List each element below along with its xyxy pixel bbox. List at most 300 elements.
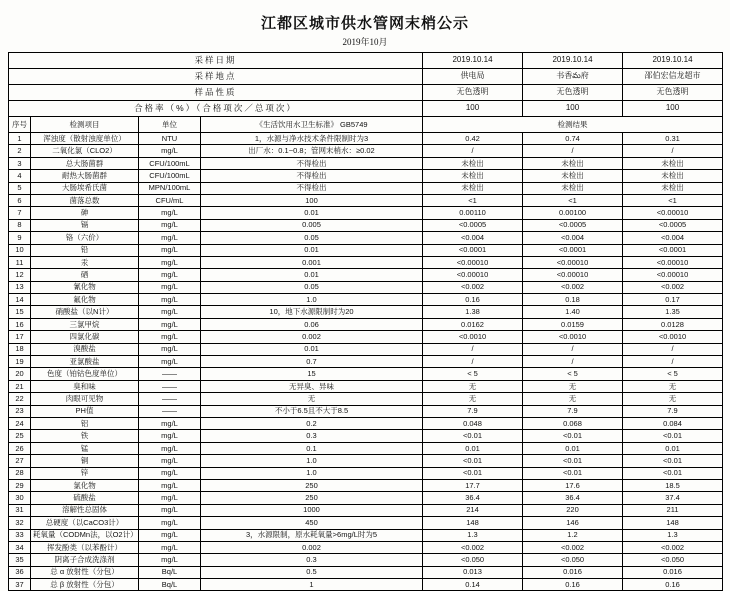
cell-result-3: 无 xyxy=(623,393,723,405)
cell-no: 34 xyxy=(9,541,31,553)
row-label: 样品性质 xyxy=(9,85,423,101)
cell-result-3: <0.00010 xyxy=(623,207,723,219)
cell-item: 四氯化碳 xyxy=(31,331,139,343)
cell-value: 供电局 xyxy=(423,69,523,85)
cell-result-3: 未检出 xyxy=(623,182,723,194)
cell-item: PH值 xyxy=(31,405,139,417)
cell-result-3: <0.00010 xyxy=(623,269,723,281)
cell-item: 总 β 放射性（分包） xyxy=(31,579,139,591)
cell-result-2: 0.068 xyxy=(523,417,623,429)
cell-unit: mg/L xyxy=(139,244,201,256)
cell-standard: 0.01 xyxy=(201,244,423,256)
cell-no: 25 xyxy=(9,430,31,442)
cell-result-2: 36.4 xyxy=(523,492,623,504)
cell-no: 11 xyxy=(9,256,31,268)
cell-result-2: <1 xyxy=(523,194,623,206)
table-row xyxy=(9,492,723,504)
cell-result-1: <0.00010 xyxy=(423,256,523,268)
cell-result-3: <0.01 xyxy=(623,467,723,479)
cell-standard: 0.2 xyxy=(201,417,423,429)
cell-value: 100 xyxy=(623,101,723,117)
table-row xyxy=(9,529,723,541)
cell-standard: 250 xyxy=(201,479,423,491)
cell-unit: mg/L xyxy=(139,256,201,268)
cell-result-2: 无 xyxy=(523,393,623,405)
cell-result-1: 7.9 xyxy=(423,405,523,417)
cell-item: 总 α 放射性（分包） xyxy=(31,566,139,578)
cell-item: 臭和味 xyxy=(31,380,139,392)
column-header-results: 检测结果 xyxy=(423,117,723,133)
cell-no: 27 xyxy=(9,455,31,467)
cell-no: 15 xyxy=(9,306,31,318)
cell-no: 8 xyxy=(9,219,31,231)
table-row-sampling-date xyxy=(9,53,723,69)
table-row xyxy=(9,269,723,281)
cell-standard: 0.001 xyxy=(201,256,423,268)
table-row xyxy=(9,442,723,454)
cell-result-1: / xyxy=(423,343,523,355)
cell-result-1: 0.013 xyxy=(423,566,523,578)
cell-standard: 0.3 xyxy=(201,430,423,442)
cell-no: 1 xyxy=(9,133,31,145)
cell-no: 12 xyxy=(9,269,31,281)
cell-result-3: <0.004 xyxy=(623,232,723,244)
cell-standard: 250 xyxy=(201,492,423,504)
cell-result-2: 未检出 xyxy=(523,157,623,169)
water-quality-table xyxy=(8,52,723,591)
table-row xyxy=(9,455,723,467)
cell-unit: —— xyxy=(139,368,201,380)
cell-result-1: 0.16 xyxy=(423,294,523,306)
cell-no: 36 xyxy=(9,566,31,578)
cell-unit: mg/L xyxy=(139,517,201,529)
cell-no: 13 xyxy=(9,281,31,293)
cell-no: 31 xyxy=(9,504,31,516)
cell-no: 7 xyxy=(9,207,31,219)
cell-result-3: 1.3 xyxy=(623,529,723,541)
row-label: 采样日期 xyxy=(9,53,423,69)
cell-result-2: 0.01 xyxy=(523,442,623,454)
cell-result-2: 1.40 xyxy=(523,306,623,318)
cell-no: 2 xyxy=(9,145,31,157)
cell-item: 镉 xyxy=(31,219,139,231)
cell-result-3: <0.0005 xyxy=(623,219,723,231)
row-label: 合格率（%）（合格项次／总项次） xyxy=(9,101,423,117)
cell-no: 30 xyxy=(9,492,31,504)
table-row xyxy=(9,232,723,244)
cell-result-1: 未检出 xyxy=(423,182,523,194)
cell-standard: 450 xyxy=(201,517,423,529)
table-row xyxy=(9,182,723,194)
cell-unit: CFU/100mL xyxy=(139,157,201,169)
table-row xyxy=(9,479,723,491)
cell-unit: mg/L xyxy=(139,492,201,504)
cell-no: 33 xyxy=(9,529,31,541)
table-row xyxy=(9,256,723,268)
cell-result-2: < 5 xyxy=(523,368,623,380)
cell-unit: mg/L xyxy=(139,479,201,491)
table-row xyxy=(9,331,723,343)
cell-result-1: 无 xyxy=(423,393,523,405)
cell-item: 肉眼可见物 xyxy=(31,393,139,405)
cell-item: 阴离子合成洗涤剂 xyxy=(31,554,139,566)
cell-result-2: / xyxy=(523,356,623,368)
cell-value: 2019.10.14 xyxy=(423,53,523,69)
cell-item: 氟化物 xyxy=(31,294,139,306)
cell-unit: NTU xyxy=(139,133,201,145)
cell-unit: CFU/100mL xyxy=(139,170,201,182)
cell-unit: mg/L xyxy=(139,467,201,479)
table-row xyxy=(9,517,723,529)
cell-unit: MPN/100mL xyxy=(139,182,201,194)
cell-unit: mg/L xyxy=(139,294,201,306)
cell-standard: 0.002 xyxy=(201,331,423,343)
cell-standard: 不得检出 xyxy=(201,182,423,194)
cell-result-2: / xyxy=(523,145,623,157)
cell-item: 挥发酚类（以苯酚计） xyxy=(31,541,139,553)
table-row xyxy=(9,380,723,392)
cell-result-1: <0.004 xyxy=(423,232,523,244)
cell-no: 20 xyxy=(9,368,31,380)
cell-item: 三氯甲烷 xyxy=(31,318,139,330)
cell-result-1: <1 xyxy=(423,194,523,206)
cell-result-2: 无 xyxy=(523,380,623,392)
cell-result-3: 0.0128 xyxy=(623,318,723,330)
cell-unit: mg/L xyxy=(139,455,201,467)
cell-unit: mg/L xyxy=(139,306,201,318)
cell-result-2: <0.0010 xyxy=(523,331,623,343)
table-row xyxy=(9,356,723,368)
cell-result-2: 146 xyxy=(523,517,623,529)
cell-result-1: <0.050 xyxy=(423,554,523,566)
table-row xyxy=(9,579,723,591)
table-row xyxy=(9,554,723,566)
cell-result-2: / xyxy=(523,343,623,355)
cell-standard: 0.5 xyxy=(201,566,423,578)
cell-value: 100 xyxy=(423,101,523,117)
cell-unit: mg/L xyxy=(139,430,201,442)
table-row xyxy=(9,157,723,169)
cell-result-2: <0.0001 xyxy=(523,244,623,256)
cell-result-3: 37.4 xyxy=(623,492,723,504)
cell-item: 二氧化氯（CLO2） xyxy=(31,145,139,157)
cell-no: 5 xyxy=(9,182,31,194)
cell-item: 砷 xyxy=(31,207,139,219)
cell-result-3: <1 xyxy=(623,194,723,206)
cell-result-2: <0.002 xyxy=(523,541,623,553)
cell-result-1: 无 xyxy=(423,380,523,392)
cell-value: 100 xyxy=(523,101,623,117)
table-row xyxy=(9,430,723,442)
cell-result-3: 0.31 xyxy=(623,133,723,145)
cell-item: 汞 xyxy=(31,256,139,268)
cell-standard: 0.01 xyxy=(201,207,423,219)
cell-unit: mg/L xyxy=(139,281,201,293)
cell-standard: 0.7 xyxy=(201,356,423,368)
cell-item: 铬（六价） xyxy=(31,232,139,244)
cell-unit: mg/L xyxy=(139,529,201,541)
cell-unit: mg/L xyxy=(139,219,201,231)
cell-result-2: 7.9 xyxy=(523,405,623,417)
cell-unit: mg/L xyxy=(139,343,201,355)
cell-no: 26 xyxy=(9,442,31,454)
cell-standard: 3，水源限制，原水耗氧量>6mg/L时为5 xyxy=(201,529,423,541)
cell-result-2: 未检出 xyxy=(523,182,623,194)
cell-result-3: / xyxy=(623,145,723,157)
cell-result-1: <0.01 xyxy=(423,430,523,442)
cell-item: 总硬度（以CaCO3计） xyxy=(31,517,139,529)
cell-item: 铝 xyxy=(31,417,139,429)
cell-result-3: <0.00010 xyxy=(623,256,723,268)
cell-result-1: <0.0010 xyxy=(423,331,523,343)
cell-item: 亚氯酸盐 xyxy=(31,356,139,368)
cell-standard: 出厂水：0.1~0.8；管网末梢水：≥0.02 xyxy=(201,145,423,157)
table-row-sample-property xyxy=(9,85,723,101)
cell-result-3: <0.002 xyxy=(623,541,723,553)
cell-item: 硒 xyxy=(31,269,139,281)
cell-no: 35 xyxy=(9,554,31,566)
cell-standard: 0.06 xyxy=(201,318,423,330)
cell-standard: 0.05 xyxy=(201,232,423,244)
cell-result-2: <0.00010 xyxy=(523,269,623,281)
column-header-no: 序号 xyxy=(9,117,31,133)
cell-no: 21 xyxy=(9,380,31,392)
cell-unit: mg/L xyxy=(139,554,201,566)
cell-unit: mg/L xyxy=(139,417,201,429)
cell-result-2: 0.74 xyxy=(523,133,623,145)
cell-no: 19 xyxy=(9,356,31,368)
table-row xyxy=(9,207,723,219)
cell-result-3: <0.0010 xyxy=(623,331,723,343)
cell-item: 菌落总数 xyxy=(31,194,139,206)
table-row xyxy=(9,281,723,293)
cell-standard: 无异臭、异味 xyxy=(201,380,423,392)
cell-standard: 0.005 xyxy=(201,219,423,231)
cell-standard: 不小于6.5且不大于8.5 xyxy=(201,405,423,417)
cell-result-3: / xyxy=(623,343,723,355)
cell-result-1: 0.14 xyxy=(423,579,523,591)
cell-result-3: 148 xyxy=(623,517,723,529)
cell-result-3: 0.16 xyxy=(623,579,723,591)
cell-result-1: <0.01 xyxy=(423,467,523,479)
cell-no: 29 xyxy=(9,479,31,491)
cell-result-1: 214 xyxy=(423,504,523,516)
cell-result-3: / xyxy=(623,356,723,368)
cell-result-1: <0.0005 xyxy=(423,219,523,231)
cell-no: 14 xyxy=(9,294,31,306)
cell-unit: —— xyxy=(139,393,201,405)
cell-result-2: 17.6 xyxy=(523,479,623,491)
cell-result-1: 0.0162 xyxy=(423,318,523,330)
table-row-sampling-location xyxy=(9,69,723,85)
cell-standard: 1.0 xyxy=(201,294,423,306)
cell-item: 溶解性总固体 xyxy=(31,504,139,516)
cell-result-2: 0.16 xyxy=(523,579,623,591)
cell-result-3: <0.050 xyxy=(623,554,723,566)
table-row xyxy=(9,194,723,206)
cell-unit: Bq/L xyxy=(139,566,201,578)
cell-result-1: 148 xyxy=(423,517,523,529)
cell-result-2: <0.004 xyxy=(523,232,623,244)
page-title: 江都区城市供水管网末梢公示 xyxy=(260,16,469,32)
table-row xyxy=(9,368,723,380)
page-subtitle: 2019年10月 xyxy=(342,37,388,47)
cell-unit: mg/L xyxy=(139,442,201,454)
column-header-standard: 《生活饮用水卫生标准》 GB5749 xyxy=(201,117,423,133)
cell-item: 大肠埃希氏菌 xyxy=(31,182,139,194)
cell-result-3: 0.084 xyxy=(623,417,723,429)
cell-item: 耗氧量（CODMn法，以O2计） xyxy=(31,529,139,541)
cell-result-2: 0.0159 xyxy=(523,318,623,330)
cell-unit: mg/L xyxy=(139,269,201,281)
cell-no: 6 xyxy=(9,194,31,206)
cell-item: 溴酸盐 xyxy=(31,343,139,355)
cell-result-3: 211 xyxy=(623,504,723,516)
table-body xyxy=(9,133,723,591)
cell-standard: 0.05 xyxy=(201,281,423,293)
cell-result-2: <0.01 xyxy=(523,467,623,479)
cell-result-3: <0.01 xyxy=(623,430,723,442)
cell-no: 32 xyxy=(9,517,31,529)
cell-no: 24 xyxy=(9,417,31,429)
cell-result-1: <0.01 xyxy=(423,455,523,467)
table-row xyxy=(9,467,723,479)
cell-no: 23 xyxy=(9,405,31,417)
cell-standard: 1000 xyxy=(201,504,423,516)
cell-no: 4 xyxy=(9,170,31,182)
cell-no: 3 xyxy=(9,157,31,169)
cell-no: 9 xyxy=(9,232,31,244)
cell-item: 铜 xyxy=(31,455,139,467)
cell-standard: 0.3 xyxy=(201,554,423,566)
table-row xyxy=(9,133,723,145)
cell-result-2: <0.00010 xyxy=(523,256,623,268)
cell-unit: CFU/mL xyxy=(139,194,201,206)
cell-result-2: <0.01 xyxy=(523,430,623,442)
table-row xyxy=(9,306,723,318)
column-header-item: 检测项目 xyxy=(31,117,139,133)
cell-result-1: <0.00010 xyxy=(423,269,523,281)
table-row xyxy=(9,405,723,417)
cell-result-2: <0.002 xyxy=(523,281,623,293)
cell-unit: mg/L xyxy=(139,207,201,219)
cell-result-3: 1.35 xyxy=(623,306,723,318)
table-row xyxy=(9,417,723,429)
cell-result-3: 7.9 xyxy=(623,405,723,417)
cell-result-1: 0.00110 xyxy=(423,207,523,219)
cell-result-1: 1.3 xyxy=(423,529,523,541)
cell-unit: mg/L xyxy=(139,318,201,330)
cell-result-2: 0.016 xyxy=(523,566,623,578)
cell-result-3: 未检出 xyxy=(623,170,723,182)
cell-no: 22 xyxy=(9,393,31,405)
cell-result-2: 1.2 xyxy=(523,529,623,541)
table-row xyxy=(9,170,723,182)
cell-standard: 1.0 xyxy=(201,455,423,467)
cell-result-3: < 5 xyxy=(623,368,723,380)
cell-result-3: <0.01 xyxy=(623,455,723,467)
cell-no: 17 xyxy=(9,331,31,343)
cell-result-1: / xyxy=(423,145,523,157)
cell-result-1: 0.01 xyxy=(423,442,523,454)
cell-value: 2019.10.14 xyxy=(523,53,623,69)
table-row xyxy=(9,318,723,330)
cell-standard: 不得检出 xyxy=(201,170,423,182)
table-row xyxy=(9,504,723,516)
cell-item: 耐热大肠菌群 xyxy=(31,170,139,182)
cell-unit: mg/L xyxy=(139,145,201,157)
table-row xyxy=(9,393,723,405)
cell-result-1: 1.38 xyxy=(423,306,523,318)
cell-item: 氰化物 xyxy=(31,281,139,293)
cell-standard: 0.01 xyxy=(201,269,423,281)
cell-value: 邵伯宏信龙超市 xyxy=(623,69,723,85)
cell-item: 锌 xyxy=(31,467,139,479)
cell-result-1: 0.048 xyxy=(423,417,523,429)
cell-item: 硫酸盐 xyxy=(31,492,139,504)
table-column-headers xyxy=(9,117,723,133)
cell-result-3: 0.17 xyxy=(623,294,723,306)
cell-no: 16 xyxy=(9,318,31,330)
cell-value: 无色透明 xyxy=(523,85,623,101)
cell-result-3: <0.002 xyxy=(623,281,723,293)
cell-result-2: <0.0005 xyxy=(523,219,623,231)
cell-unit: mg/L xyxy=(139,541,201,553)
cell-result-3: 无 xyxy=(623,380,723,392)
cell-unit: —— xyxy=(139,405,201,417)
cell-item: 氯化物 xyxy=(31,479,139,491)
cell-result-1: <0.002 xyxy=(423,541,523,553)
cell-no: 18 xyxy=(9,343,31,355)
cell-result-1: 未检出 xyxy=(423,170,523,182)
cell-result-2: 0.00100 xyxy=(523,207,623,219)
cell-result-2: <0.01 xyxy=(523,455,623,467)
cell-result-1: 36.4 xyxy=(423,492,523,504)
cell-standard: 0.002 xyxy=(201,541,423,553)
cell-item: 硝酸盐（以N计） xyxy=(31,306,139,318)
cell-standard: 100 xyxy=(201,194,423,206)
cell-result-2: 220 xyxy=(523,504,623,516)
cell-standard: 无 xyxy=(201,393,423,405)
table-row xyxy=(9,566,723,578)
cell-result-1: / xyxy=(423,356,523,368)
cell-item: 总大肠菌群 xyxy=(31,157,139,169)
cell-item: 锰 xyxy=(31,442,139,454)
table-row xyxy=(9,145,723,157)
cell-result-2: <0.050 xyxy=(523,554,623,566)
cell-standard: 1，水源与净水技术条件限制时为3 xyxy=(201,133,423,145)
cell-unit: —— xyxy=(139,380,201,392)
cell-unit: mg/L xyxy=(139,232,201,244)
cell-result-3: <0.0001 xyxy=(623,244,723,256)
cell-result-3: 未检出 xyxy=(623,157,723,169)
cell-standard: 15 xyxy=(201,368,423,380)
cell-standard: 不得检出 xyxy=(201,157,423,169)
cell-result-3: 18.5 xyxy=(623,479,723,491)
cell-standard: 1 xyxy=(201,579,423,591)
cell-result-1: <0.002 xyxy=(423,281,523,293)
cell-standard: 10，地下水源限制时为20 xyxy=(201,306,423,318)
table-row-pass-rate xyxy=(9,101,723,117)
cell-result-1: < 5 xyxy=(423,368,523,380)
cell-standard: 0.1 xyxy=(201,442,423,454)
row-label: 采样地点 xyxy=(9,69,423,85)
cell-standard: 1.0 xyxy=(201,467,423,479)
cell-no: 10 xyxy=(9,244,31,256)
cell-result-1: 0.42 xyxy=(423,133,523,145)
cell-unit: Bq/L xyxy=(139,579,201,591)
cell-unit: mg/L xyxy=(139,331,201,343)
